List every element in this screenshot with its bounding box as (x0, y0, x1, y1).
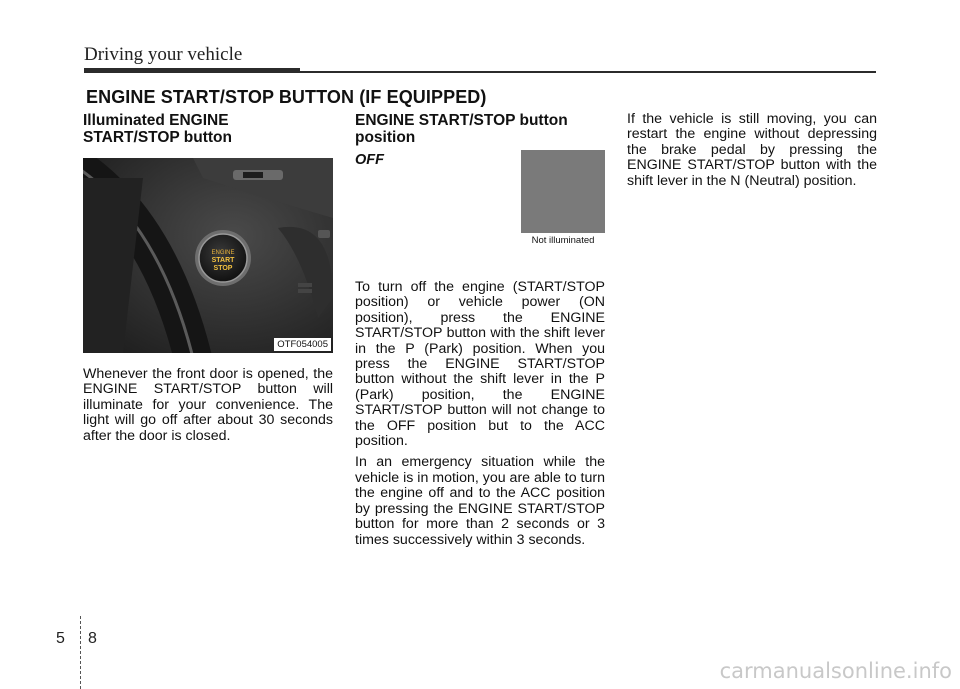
column-3 (627, 112, 877, 189)
position-heading-line1: ENGINE START/STOP button (355, 112, 568, 129)
illuminated-paragraph: Whenever the front door is opened, the ENGINE START/STOP button will illuminate for your convenience. The light will go off after about 30 seconds after the door is closed. (83, 366, 333, 444)
illuminated-heading-line2: START/STOP button (83, 129, 232, 146)
section-number: 5 (56, 630, 65, 647)
section-title: ENGINE START/STOP BUTTON (IF EQUIPPED) (86, 87, 487, 107)
page-header-title: Driving your vehicle (84, 44, 243, 65)
page-number: 8 (88, 630, 97, 647)
photo-illustration (83, 158, 333, 353)
steering-button-photo (83, 158, 333, 353)
header-bar (84, 68, 300, 73)
column-2-body (355, 280, 605, 548)
off-paragraph-1: To turn off the engine (START/STOP position) or vehicle power (ON position), press the ENGINE START/STOP button with the shift lever in the P (Park) position. When you press the ENGINE START/STOP button without the shift lever in the P (Park) position, the ENGINE START/STOP button will not change to the OFF position but to the ACC position. (355, 279, 605, 450)
watermark: carmanualsonline.info (719, 659, 952, 683)
off-label: OFF (355, 152, 384, 168)
footer-divider (80, 616, 82, 689)
not-illuminated-figure (521, 150, 605, 248)
column-2 (355, 112, 605, 146)
column-1 (83, 112, 333, 146)
illuminated-heading-line1: Illuminated ENGINE (83, 112, 229, 129)
button-text-engine: ENGINE (211, 250, 235, 256)
button-text-start: START (211, 257, 235, 264)
figure-caption: Not illuminated (521, 233, 605, 248)
position-heading-line2: position (355, 129, 416, 146)
off-paragraph-2: In an emergency situation while the vehicle is in motion, you are able to turn the engine off and to the ACC position by pressing the ENGINE START/STOP button for more than 2 seconds or 3 times successively within 3 seconds. (355, 454, 605, 548)
photo-code: OTF054005 (274, 338, 331, 351)
header-rule (300, 71, 876, 73)
button-text-stop: STOP (213, 265, 233, 272)
restart-paragraph: If the vehicle is still moving, you can restart the engine without depressing the brake pedal by pressing the ENGINE START/STOP button with the shift lever in the N (Neutral) position. (627, 111, 877, 189)
